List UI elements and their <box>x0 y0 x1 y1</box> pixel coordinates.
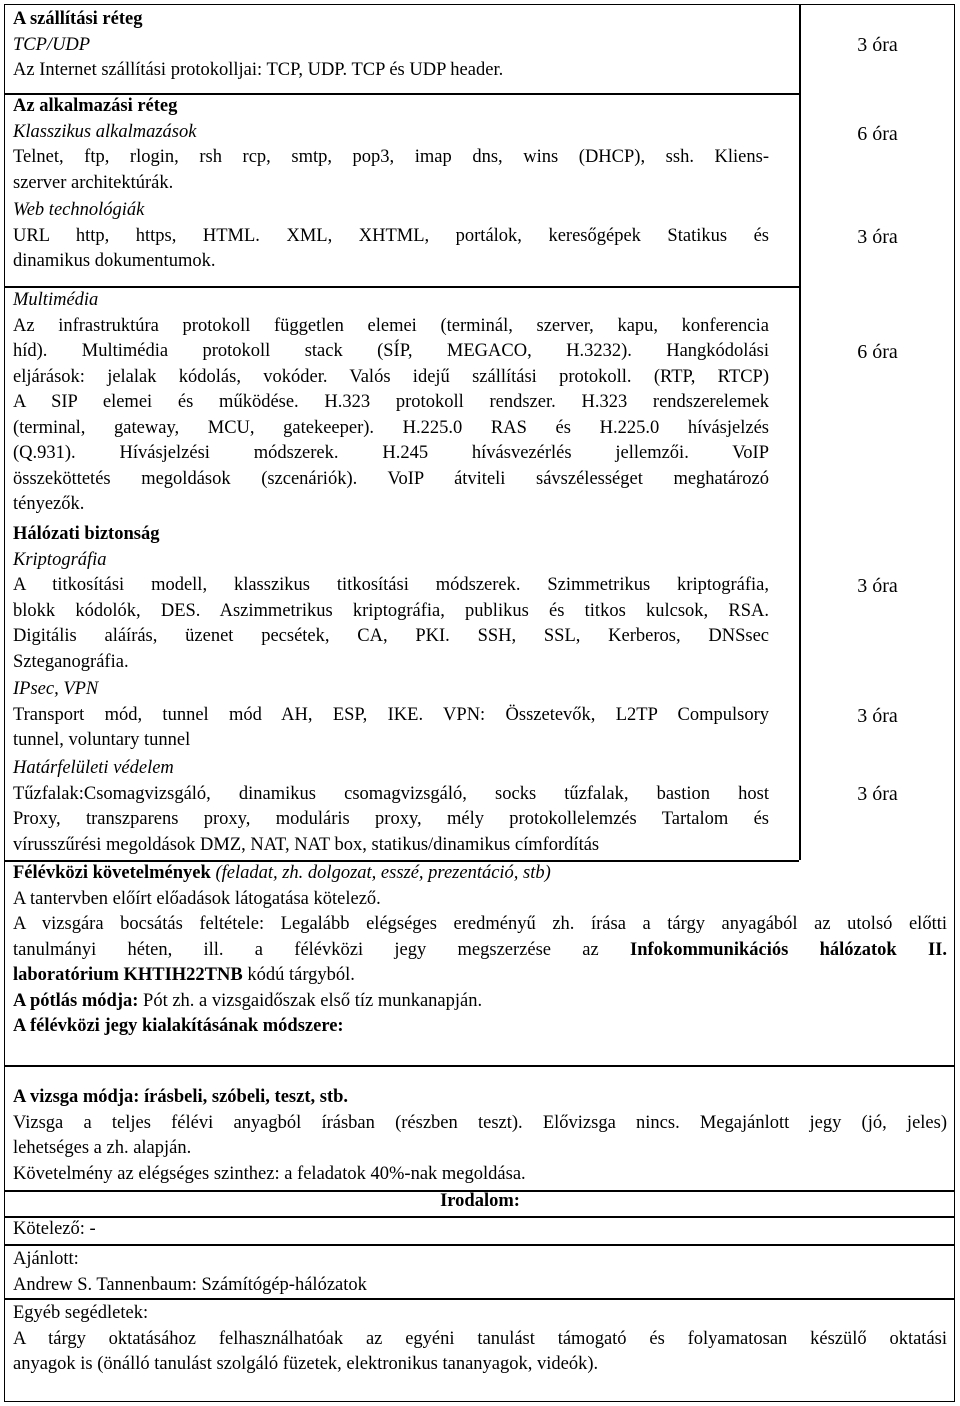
section-subtitle: Határfelületi védelem <box>13 758 174 778</box>
section-text: Tűzfalak:Csomagvizsgáló, dinamikus csomagvizsgáló, socks tűzfalak, bastion host <box>13 783 769 804</box>
section-subtitle: Kriptográfia <box>13 549 107 570</box>
section-text: tunnel, voluntary tunnel <box>13 730 191 750</box>
section-text: (Q.931). Hívásjelzési módszerek. H.245 hívásvezérlés jellemzői. VoIP <box>13 443 769 463</box>
section-text: URL http, https, HTML. XML, XHTML, portálok, keresőgépek Statikus és <box>13 225 769 246</box>
recommended-text: Andrew S. Tannenbaum: Számítógép-hálózatok <box>13 1274 367 1295</box>
course-name: Infokommunikációs hálózatok II. <box>630 939 947 960</box>
topic-web-technologies <box>13 198 769 275</box>
requirements-block: Félévközi követelmények (feladat, zh. dolgozat, esszé, prezentáció, stb) A tantervben előírt előadások látogatása kötelező. A vizsgára bocsátás feltétele: Legalább elégséges eredményű zh. írása a tárgy anyagából az utolsó előtti tanulmányi héten, ill. a félévközi jegy megszerzése az Infokommunikációs hálózatok II. laboratórium KHTIH22TNB kódú tárgyból. A pótlás módja: Pót zh. a vizsgaidőszak első tíz munkanapján. A félévközi jegy kialakításának módszere: <box>13 861 947 1040</box>
section-text: Telnet, ftp, rlogin, rsh rcp, smtp, pop3, imap dns, wins (DHCP), ssh. Kliens- <box>13 147 769 167</box>
hours-value: 3 óra <box>857 226 898 248</box>
hours-value: 3 óra <box>857 575 898 597</box>
recommended-literature <box>13 1247 947 1298</box>
section-text: összeköttetés megoldások (szcenáriók). VoIP átviteli sávszélességet meghatározó <box>13 468 769 489</box>
section-divider <box>5 1244 954 1246</box>
section-subtitle: IPsec, VPN <box>13 679 99 699</box>
section-text: dinamikus dokumentumok. <box>13 251 216 271</box>
other-text: A tárgy oktatásához felhasználhatóak az egyéni tanulást támogató és folyamatosan készülő oktatási <box>13 1328 947 1349</box>
section-text: A titkosítási modell, klasszikus titkosítási módszerek. Szimmetrikus kriptográfia, <box>13 575 769 595</box>
section-text: Szteganográfia. <box>13 651 129 672</box>
topics-table <box>5 5 954 860</box>
section-title: A szállítási réteg <box>13 9 143 29</box>
course-code: laboratórium KHTIH22TNB <box>13 965 243 985</box>
section-text: blokk kódolók, DES. Aszimmetrikus kriptográfia, publikus és titkos kulcsok, RSA. <box>13 600 769 621</box>
other-materials <box>13 1301 947 1378</box>
section-text: szerver architektúrák. <box>13 172 174 193</box>
attendance-text: A tantervben előírt előadások látogatása kötelező. <box>13 888 381 909</box>
required-text: Kötelező: - <box>13 1219 96 1239</box>
section-text: Az Internet szállítási protokolljai: TCP, UDP. TCP és UDP header. <box>13 60 504 80</box>
section-subtitle: Klasszikus alkalmazások <box>13 121 197 142</box>
other-label: Egyéb segédletek: <box>13 1303 149 1323</box>
section-text: eljárások: jelalak kódolás, vokóder. Valós idejű szállítási protokoll. (RTP, RTCP) <box>13 366 769 387</box>
section-subtitle: TCP/UDP <box>13 34 91 55</box>
topic-ipsec-vpn <box>13 677 769 754</box>
exam-block <box>13 1085 947 1187</box>
admission-text: A vizsgára bocsátás feltétele: Legalább elégséges eredményű zh. írása a tárgy anyagából az utolsó előtti <box>13 914 947 934</box>
literature-block <box>13 1189 947 1215</box>
section-text: (terminal, gateway, MCU, gatekeeper). H.225.0 RAS és H.225.0 hívásjelzés <box>13 417 769 438</box>
section-subtitle: Web technológiák <box>13 200 145 220</box>
hours-value: 3 óra <box>857 783 898 805</box>
hours-value: 6 óra <box>857 341 898 363</box>
requirements-title: Félévközi követelmények <box>13 863 211 883</box>
topic-multimedia <box>13 288 769 518</box>
section-text: Az infrastruktúra protokoll független elemei (terminál, szerver, kapu, konferencia <box>13 315 769 336</box>
section-text: vírusszűrési megoldások DMZ, NAT, NAT box, statikus/dinamikus címfordítás <box>13 834 600 855</box>
document-page <box>4 4 955 1402</box>
recommended-label: Ajánlott: <box>13 1249 79 1269</box>
section-text: Transport mód, tunnel mód AH, ESP, IKE. VPN: Összetevők, L2TP Compulsory <box>13 704 769 725</box>
exam-title: A vizsga módja: írásbeli, szóbeli, teszt, stb. <box>13 1087 349 1107</box>
required-literature <box>13 1217 947 1243</box>
topic-application-layer <box>13 94 769 196</box>
section-text: Proxy, transzparens proxy, moduláris proxy, mély protokollelemzés Tartalom és <box>13 809 769 829</box>
other-text: anyagok is (önálló tanulást szolgáló füzetek, elektronikus tananyagok, videók). <box>13 1354 599 1374</box>
section-text: Digitális aláírás, üzenet pecsétek, CA, PKI. SSH, SSL, Kerberos, DNSsec <box>13 626 769 646</box>
topic-network-security <box>13 522 769 675</box>
hours-value: 3 óra <box>857 705 898 727</box>
section-divider <box>5 1065 954 1067</box>
section-text: tényezők. <box>13 494 85 514</box>
admission-text-2: tanulmányi héten, ill. a félévközi jegy megszerzése az Infokommunikációs hálózatok II. <box>13 939 947 960</box>
section-title: Az alkalmazási réteg <box>13 96 178 116</box>
section-divider <box>5 1298 954 1300</box>
literature-title: Irodalom: <box>440 1191 520 1211</box>
topic-transport-layer <box>13 7 769 84</box>
hours-value: 3 óra <box>857 34 898 56</box>
grade-method-title: A félévközi jegy kialakításának módszere: <box>13 1016 344 1036</box>
makeup-text: Pót zh. a vizsgaidőszak első tíz munkanapján. <box>138 990 483 1011</box>
topic-perimeter-defense <box>13 756 769 858</box>
hours-value: 6 óra <box>857 123 898 145</box>
section-text: A SIP elemei és működése. H.323 protokoll rendszer. H.323 rendszerelemek <box>13 392 769 412</box>
makeup-label: A pótlás módja: <box>13 990 139 1011</box>
exam-text: Vizsga a teljes félévi anyagból írásban (részben teszt). Elővizsga nincs. Megajánlott jegy (jó, jeles) <box>13 1112 947 1133</box>
section-text: híd). Multimédia protokoll stack (SÍP, MEGACO, H.3232). Hangkódolási <box>13 341 769 361</box>
section-subtitle: Multimédia <box>13 290 99 310</box>
exam-text: lehetséges a zh. alapján. <box>13 1138 192 1158</box>
exam-text: Követelmény az elégséges szinthez: a feladatok 40%-nak megoldása. <box>13 1163 526 1184</box>
requirements-note: (feladat, zh. dolgozat, esszé, prezentáció, stb) <box>215 863 551 883</box>
section-title: Hálózati biztonság <box>13 524 160 544</box>
